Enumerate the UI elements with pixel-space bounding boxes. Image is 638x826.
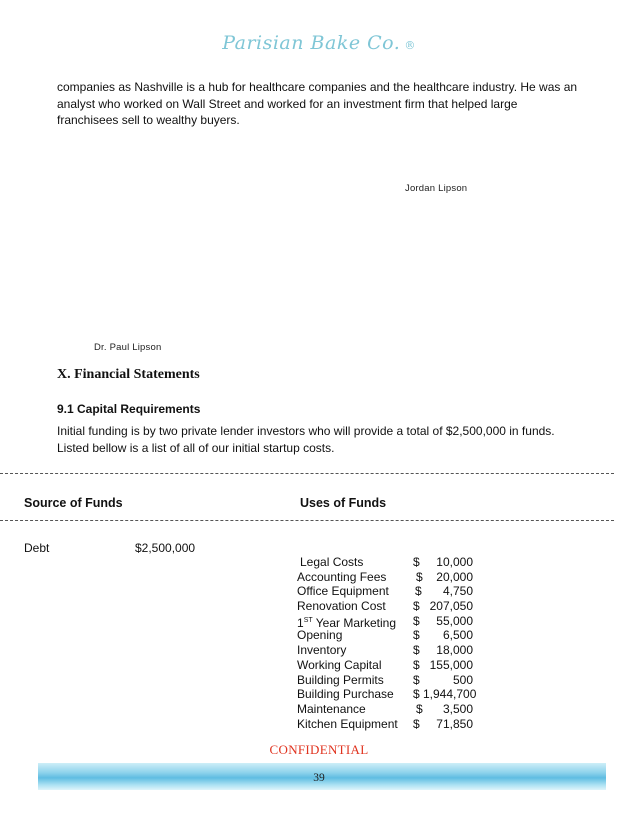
use-amount: 18,000: [436, 643, 473, 658]
use-dollar: $: [413, 628, 420, 643]
use-dollar: $: [413, 599, 420, 614]
use-label: Building Purchase: [297, 687, 394, 702]
use-dollar: $: [413, 672, 420, 687]
use-label: Office Equipment: [297, 584, 389, 599]
caption-jordan: Jordan Lipson: [405, 183, 468, 194]
use-label: Kitchen Equipment: [297, 716, 398, 731]
use-dollar: $: [413, 687, 420, 702]
confidential-label: CONFIDENTIAL: [269, 742, 369, 757]
use-dollar: $: [413, 657, 420, 672]
use-amount: 1,944,700: [423, 687, 477, 702]
use-amount: 6,500: [442, 628, 473, 643]
use-amount: 207,050: [429, 599, 473, 614]
ordinal-suffix: ST: [303, 616, 313, 624]
caption-paul: Dr. Paul Lipson: [94, 342, 162, 353]
section-subtitle: 9.1 Capital Requirements: [57, 402, 201, 416]
use-amount: 500: [452, 672, 473, 687]
intro-line: Initial funding is by two private lender investors who will provide a total of $2,500,000 in funds.: [57, 424, 555, 438]
divider-top: [0, 473, 614, 474]
use-amount: 55,000: [436, 613, 473, 628]
use-dollar: $: [413, 613, 420, 628]
source-label: Debt: [24, 541, 50, 555]
use-amount: 3,500: [442, 701, 473, 716]
use-label: Renovation Cost: [297, 599, 386, 614]
registered-mark: ®: [404, 39, 416, 52]
source-header: Source of Funds: [24, 496, 123, 510]
use-dollar: $: [413, 555, 420, 569]
bio-line: analyst who worked on Wall Street and worked for an investment firm that helped large: [57, 96, 518, 111]
use-label: 1ST Year Marketing: [297, 615, 397, 630]
use-amount: 10,000: [436, 555, 473, 569]
use-dollar: $: [413, 716, 420, 731]
bio-paragraph: [57, 79, 597, 129]
use-label: Inventory: [297, 643, 347, 658]
uses-header: Uses of Funds: [300, 496, 387, 510]
intro-line: Listed bellow is a list of all of our initial startup costs.: [57, 440, 335, 455]
source-amount: $2,500,000: [135, 541, 196, 555]
section-title: X. Financial Statements: [57, 367, 200, 382]
use-label: Legal Costs: [300, 555, 364, 569]
use-amount: 155,000: [429, 657, 473, 672]
use-label: Working Capital: [297, 657, 382, 672]
page-number: 39: [313, 772, 325, 784]
use-label: Maintenance: [297, 701, 366, 716]
use-label: Accounting Fees: [297, 569, 387, 584]
use-amount: 20,000: [436, 569, 473, 584]
use-label: Opening: [297, 628, 343, 643]
bio-line: franchisees sell to wealthy buyers.: [57, 113, 240, 127]
use-dollar: $: [413, 643, 420, 658]
use-dollar: $: [416, 701, 423, 716]
use-dollar: $: [416, 569, 423, 584]
use-amount: 71,850: [436, 716, 473, 731]
brand-name: Parisian Bake Co.: [222, 32, 401, 54]
bio-line: companies as Nashville is a hub for healthcare companies and the healthcare industry. He was an: [57, 80, 578, 94]
header-brand: [0, 32, 638, 54]
use-dollar: $: [415, 584, 422, 599]
intro-paragraph: [57, 423, 597, 456]
use-amount: 4,750: [442, 584, 473, 599]
use-label: Building Permits: [297, 672, 384, 687]
divider-bottom: [0, 520, 614, 521]
